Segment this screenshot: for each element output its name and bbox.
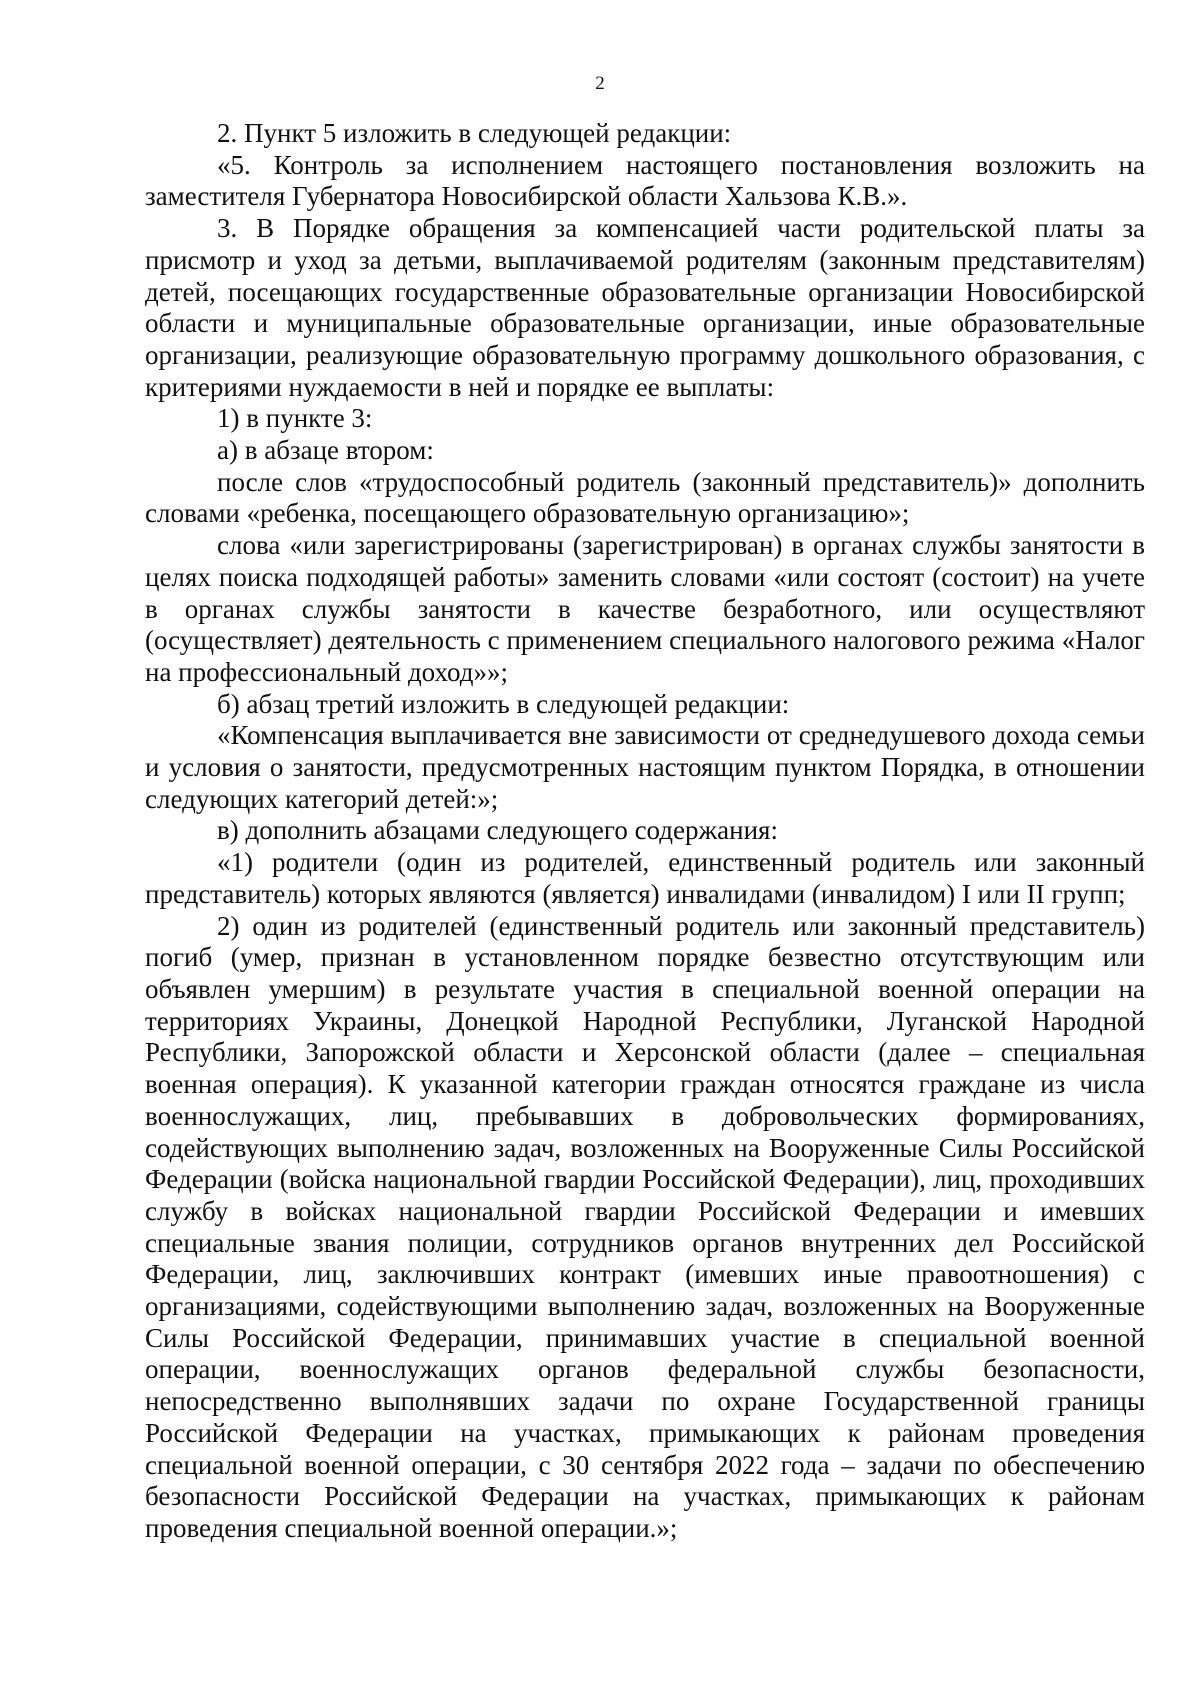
document-body	[145, 118, 1145, 1545]
paragraph-category-2: 2) один из родителей (единственный родитель или законный представитель) погиб (умер, признан в установленном порядке безвестно отсутствующим или объявлен умершим) в результате участия в специальной военной операции на территориях Украины, Донецкой Народной Республики, Луганской Народной Республики, Запорожской области и Херсонской области (далее – специальная военная операция). К указанной категории граждан относятся граждане из числа военнослужащих, лиц, пребывавших в добровольческих формированиях, содействующих выполнению задач, возложенных на Вооруженные Силы Российской Федерации (войска национальной гвардии Российской Федерации), лиц, проходивших службу в войсках национальной гвардии Российской Федерации и имевших специальные звания полиции, сотрудников органов внутренних дел Российской Федерации, лиц, заключивших контракт (имевших иные правоотношения) с организациями, содействующими выполнению задач, возложенных на Вооруженные Силы Российской Федерации, принимавших участие в специальной военной операции, военнослужащих органов федеральной службы безопасности, непосредственно выполнявших задачи по охране Государственной границы Российской Федерации на участках, примыкающих к районам проведения специальной военной операции, с 30 сентября 2022 года – задачи по обеспечению безопасности Российской Федерации на участках, примыкающих к районам проведения специальной военной операции.»;	[145, 910, 1145, 1543]
paragraph-compensation-text: «Компенсация выплачивается вне зависимости от среднедушевого дохода семьи и условия о занятости, предусмотренных настоящим пунктом Порядка, в отношении следующих категорий детей:»;	[145, 720, 1145, 814]
paragraph-subitem-v: в) дополнить абзацами следующего содержания:	[217, 815, 778, 846]
paragraph-amendment-replace: слова «или зарегистрированы (зарегистрирован) в органах службы занятости в целях поиска подходящей работы» заменить словами «или состоят (состоит) на учете в органах службы занятости в качестве безработного, или осуществляют (осуществляет) деятельность с применением специального налогового режима «Налог на профессиональный доход»»;	[145, 530, 1145, 687]
page-number: 2	[595, 73, 605, 94]
paragraph-item-3: 3. В Порядке обращения за компенсацией части родительской платы за присмотр и уход за детьми, выплачиваемой родителям (законным представителям) детей, посещающих государственные образовательные организации Новосибирской области и муниципальные образовательные организации, иные образовательные организации, реализующие образовательную программу дошкольного образования, с критериями нуждаемости в ней и порядке ее выплаты:	[145, 213, 1145, 402]
paragraph-category-1: «1) родители (один из родителей, единственный родитель или законный представитель) которых являются (является) инвалидами (инвалидом) I или II групп;	[145, 847, 1145, 909]
paragraph-subitem-1: 1) в пункте 3:	[217, 403, 373, 434]
paragraph-subitem-b: б) абзац третий изложить в следующей редакции:	[217, 688, 790, 719]
paragraph-subitem-a: а) в абзаце втором:	[217, 435, 434, 466]
paragraph-item-2: 2. Пункт 5 изложить в следующей редакции:	[217, 118, 732, 148]
paragraph-amendment-words: после слов «трудоспособный родитель (законный представитель)» дополнить словами «ребенка, посещающего образовательную организацию»;	[145, 466, 1145, 529]
paragraph-quoted-item-5: «5. Контроль за исполнением настоящего постановления возложить на заместителя Губернатора Новосибирской области Хальзова К.В.».	[145, 149, 1145, 212]
